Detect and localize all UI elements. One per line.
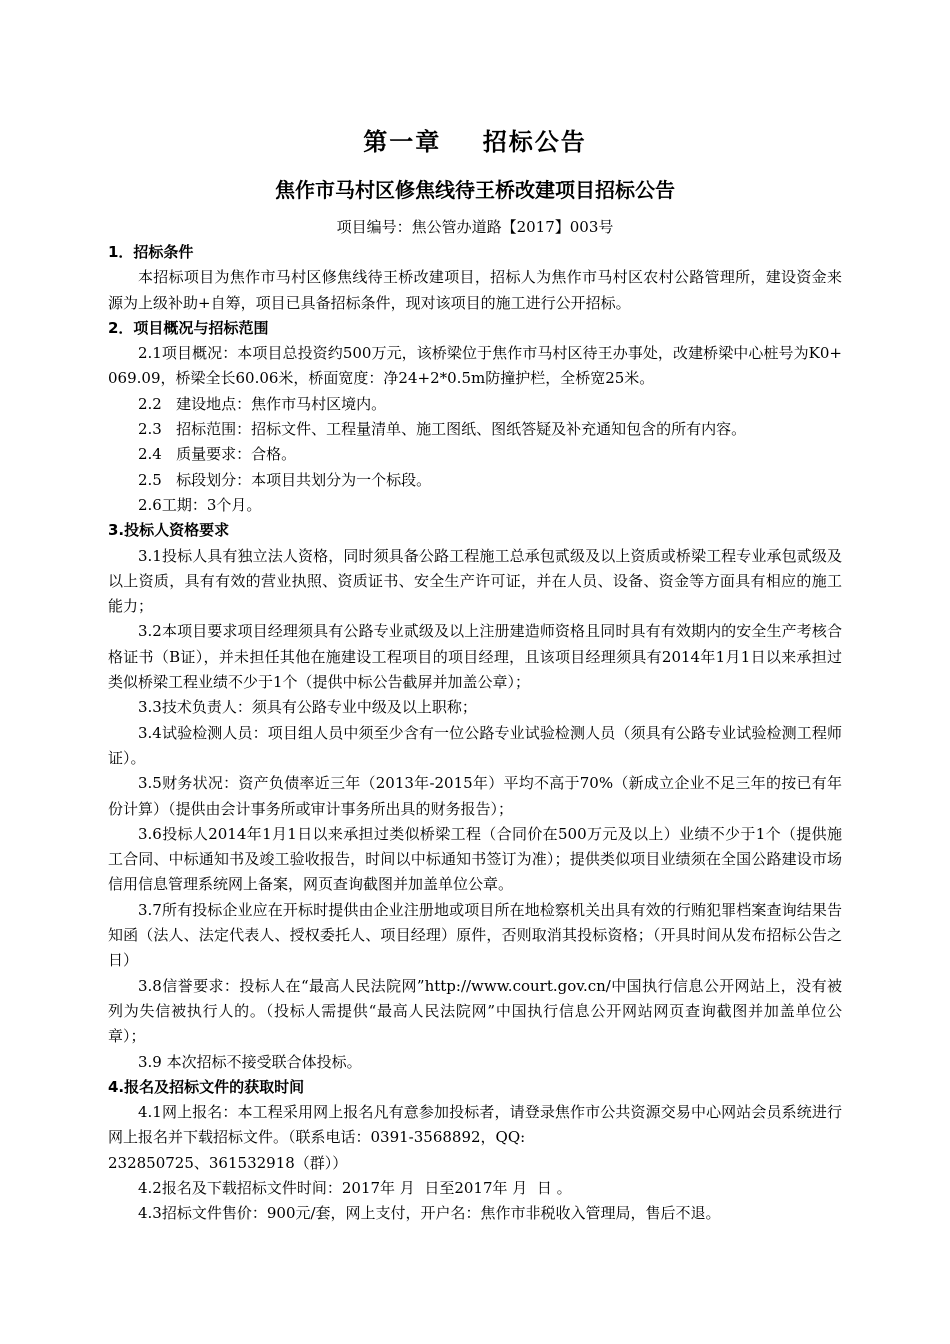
section-heading-3: 3.投标人资格要求 xyxy=(108,521,230,540)
paragraph-2-1: 2.1项目概况：本项目总投资约500万元，该桥梁位于焦作市马村区待王办事处，改建桥梁中心桩号为K0+069.09，桥梁全长60.06米，桥面宽度：净24+2*0.5m防撞护栏，全桥宽25米。 xyxy=(108,344,842,388)
paragraph-4-1: 4.1网上报名：本工程采用网上报名凡有意参加投标者，请登录焦作市公共资源交易中心网站会员系统进行网上报名并下载招标文件。（联系电话：0391-3568892，QQ: xyxy=(108,1103,842,1147)
document-body xyxy=(108,240,842,1227)
paragraph-2-3: 2.3 招标范围：招标文件、工程量清单、施工图纸、图纸答疑及补充通知包含的所有内容。 xyxy=(138,420,747,439)
paragraph-2-6: 2.6工期：3个月。 xyxy=(138,495,262,514)
chapter-title: 第一章 招标公告 xyxy=(363,128,587,156)
paragraph-3-4: 3.4试验检测人员：项目组人员中须至少含有一位公路专业试验检测人员（须具有公路专业试验检测工程师证）。 xyxy=(108,723,842,767)
paragraph-3-9: 3.9 本次招标不接受联合体投标。 xyxy=(138,1052,362,1071)
paragraph-2-5: 2.5 标段划分：本项目共划分为一个标段。 xyxy=(138,470,432,489)
paragraph-3-2: 3.2本项目要求项目经理须具有公路专业贰级及以上注册建造师资格且同时具有有效期内的安全生产考核合格证书（B证），并未担任其他在施建设工程项目的项目经理，且该项目经理须具有2014年1月1日以来承担过类似桥梁工程业绩不少于1个（提供中标公告截屏并加盖公章）； xyxy=(108,622,842,692)
paragraph-3-7: 3.7所有投标企业应在开标时提供由企业注册地或项目所在地检察机关出具有效的行贿犯罪档案查询结果告知函（法人、法定代表人、授权委托人、项目经理）原件，否则取消其投标资格；（开具时间从发布招标公告之日） xyxy=(108,900,842,970)
paragraph-4-3: 4.3招标文件售价：900元/套，网上支付，开户名：焦作市非税收入管理局，售后不退。 xyxy=(138,1204,721,1223)
paragraph-3-1: 3.1投标人具有独立法人资格，同时须具备公路工程施工总承包贰级及以上资质或桥梁工程专业承包贰级及以上资质，具有有效的营业执照、资质证书、安全生产许可证，并在人员、设备、资金等方面具有相应的施工能力； xyxy=(108,546,842,616)
project-number: 项目编号：焦公管办道路【2017】003号 xyxy=(336,218,614,236)
section-heading-2: 2．项目概况与招标范围 xyxy=(108,318,269,337)
section-heading-1: 1．招标条件 xyxy=(108,243,194,261)
paragraph-2-2: 2.2 建设地点：焦作市马村区境内。 xyxy=(138,394,387,413)
paragraph-3-8: 3.8信誉要求：投标人在“最高人民法院网”http://www.court.gov.cn/中国执行信息公开网站上，没有被列为失信被执行人的。（投标人需提供“最高人民法院网”中国执行信息公开网站网页查询截图并加盖单位公章）； xyxy=(108,976,842,1046)
section-heading-4: 4.报名及招标文件的获取时间 xyxy=(108,1077,305,1096)
paragraph-4-1-qq-line: 232850725、361532918（群）） xyxy=(108,1153,348,1172)
paragraph-3-3: 3.3技术负责人：须具有公路专业中级及以上职称； xyxy=(138,698,477,717)
document-title: 焦作市马村区修焦线待王桥改建项目招标公告 xyxy=(275,178,675,202)
paragraph-4-2: 4.2报名及下载招标文件时间：2017年 月 日至2017年 月 日 。 xyxy=(138,1178,572,1197)
paragraph-2-4: 2.4 质量要求：合格。 xyxy=(138,445,297,464)
paragraph-3-5: 3.5财务状况：资产负债率近三年（2013年-2015年）平均不高于70%（新成立企业不足三年的按已有年份计算）（提供由会计事务所或审计事务所出具的财务报告）； xyxy=(108,774,842,818)
paragraph-1-1: 本招标项目为焦作市马村区修焦线待王桥改建项目，招标人为焦作市马村区农村公路管理所，建设资金来源为上级补助+自筹，项目已具备招标条件，现对该项目的施工进行公开招标。 xyxy=(108,268,842,312)
paragraph-3-6: 3.6投标人2014年1月1日以来承担过类似桥梁工程（合同价在500万元及以上）业绩不少于1个（提供施工合同、中标通知书及竣工验收报告，时间以中标通知书签订为准）；提供类似项目业绩须在全国公路建设市场信用信息管理系统网上备案，网页查询截图并加盖单位公章。 xyxy=(108,824,842,894)
